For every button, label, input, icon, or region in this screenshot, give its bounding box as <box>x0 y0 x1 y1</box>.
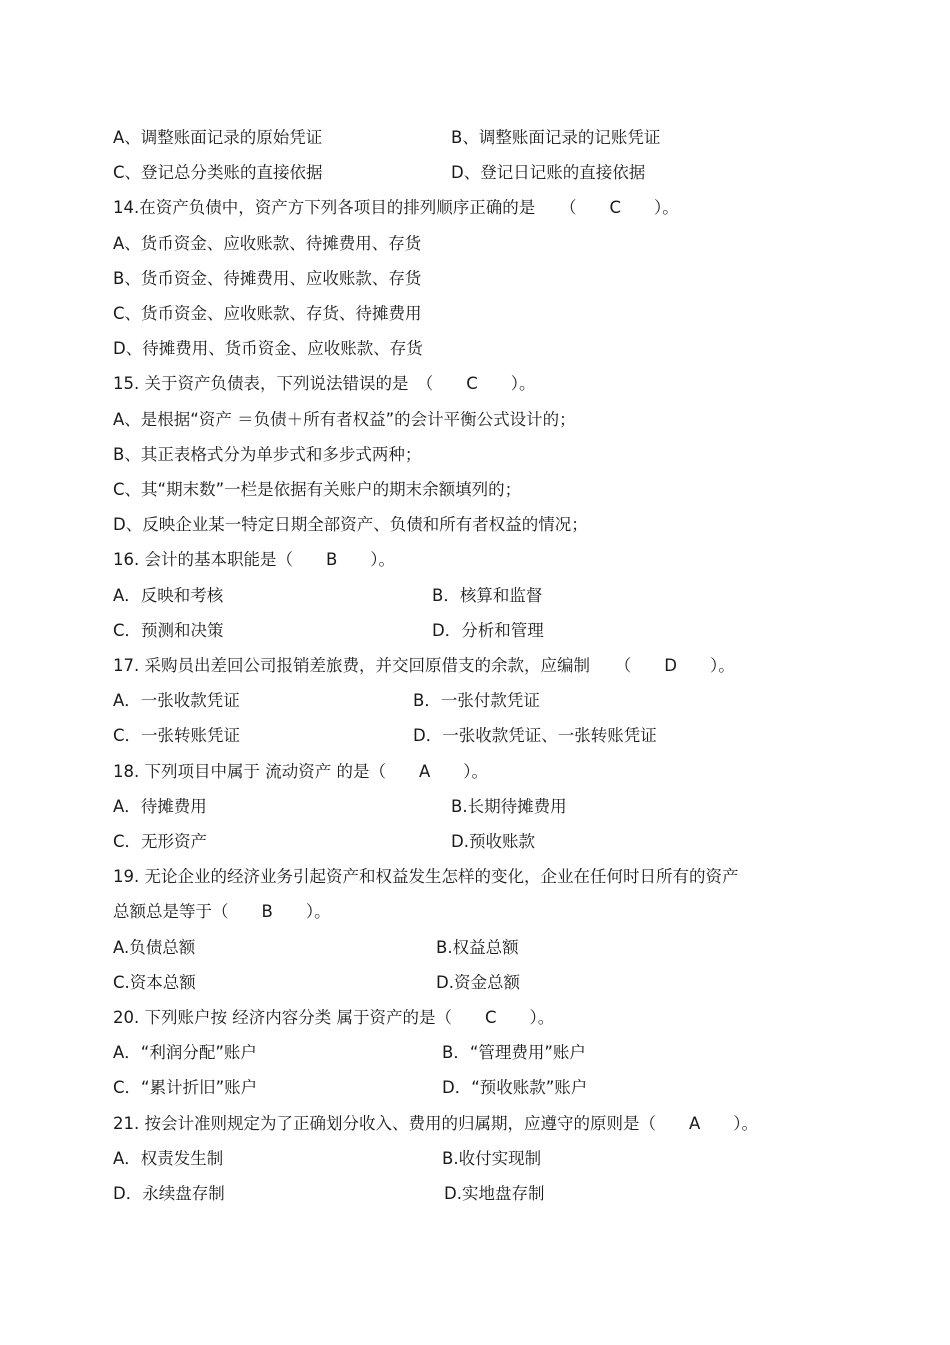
text-line: 15. 关于资产负债表，下列说法错误的是 （ C ）。 <box>113 374 536 393</box>
text-line: C、货币资金、应收账款、存货、待摊费用 <box>113 304 422 323</box>
option-right: B.收付实现制 <box>442 1149 542 1168</box>
option-right: D、登记日记账的直接依据 <box>451 163 646 182</box>
text-line: A.负债总额 <box>113 938 196 957</box>
text-line: 18. 下列项目中属于 流动资产 的是（ A ）。 <box>113 762 489 781</box>
text-line: 21. 按会计准则规定为了正确划分收入、费用的归属期，应遵守的原则是（ A ）。 <box>113 1114 759 1133</box>
text-line: A．“利润分配”账户 <box>113 1043 257 1062</box>
text-line: A．一张收款凭证 <box>113 691 240 710</box>
text-line: 20. 下列账户按 经济内容分类 属于资产的是（ C ）。 <box>113 1008 555 1027</box>
text-line: C、其“期末数”一栏是依据有关账户的期末余额填列的； <box>113 480 522 499</box>
text-line: D、反映企业某一特定日期全部资产、负债和所有者权益的情况； <box>113 515 588 534</box>
text-line: C、登记总分类账的直接依据 <box>113 163 323 182</box>
option-right: B．核算和监督 <box>432 586 543 605</box>
option-right: D．分析和管理 <box>432 621 544 640</box>
text-line: C.资本总额 <box>113 973 196 992</box>
text-line: C．一张转账凭证 <box>113 726 241 745</box>
text-line: C．“累计折旧”账户 <box>113 1078 258 1097</box>
text-line: C．无形资产 <box>113 832 208 851</box>
text-line: B、货币资金、待摊费用、应收账款、存货 <box>113 269 422 288</box>
text-line: 16. 会计的基本职能是（ B ）。 <box>113 550 396 569</box>
option-right: D．一张收款凭证、一张转账凭证 <box>413 726 657 745</box>
text-line: D．永续盘存制 <box>113 1184 225 1203</box>
text-line: A、调整账面记录的原始凭证 <box>113 128 323 147</box>
option-right: D.资金总额 <box>436 973 520 992</box>
text-line: A．反映和考核 <box>113 586 224 605</box>
option-right: D.实地盘存制 <box>444 1184 545 1203</box>
option-right: B．“管理费用”账户 <box>442 1043 586 1062</box>
text-line: A、货币资金、应收账款、待摊费用、存货 <box>113 234 422 253</box>
option-right: B.长期待摊费用 <box>451 797 567 816</box>
text-line: A．权责发生制 <box>113 1149 224 1168</box>
option-right: B、调整账面记录的记账凭证 <box>451 128 661 147</box>
option-right: D.预收账款 <box>451 832 535 851</box>
option-right: B.权益总额 <box>436 938 519 957</box>
text-line: 17. 采购员出差回公司报销差旅费，并交回原借支的余款，应编制 （ D ）。 <box>113 656 735 675</box>
text-line: A、是根据“资产 ＝负债＋所有者权益”的会计平衡公式设计的； <box>113 410 576 429</box>
text-line: A．待摊费用 <box>113 797 207 816</box>
text-line: 总额总是等于（ B ）。 <box>113 902 331 921</box>
text-line: B、其正表格式分为单步式和多步式两种； <box>113 445 422 464</box>
option-right: B．一张付款凭证 <box>413 691 540 710</box>
text-line: 19. 无论企业的经济业务引起资产和权益发生怎样的变化，企业在任何时日所有的资产 <box>113 867 739 886</box>
text-line: D、待摊费用、货币资金、应收账款、存货 <box>113 339 423 358</box>
option-right: D．“预收账款”账户 <box>442 1078 588 1097</box>
text-line: 14.在资产负债中，资产方下列各项目的排列顺序正确的是 （ C ）。 <box>113 198 679 217</box>
text-line: C．预测和决策 <box>113 621 224 640</box>
